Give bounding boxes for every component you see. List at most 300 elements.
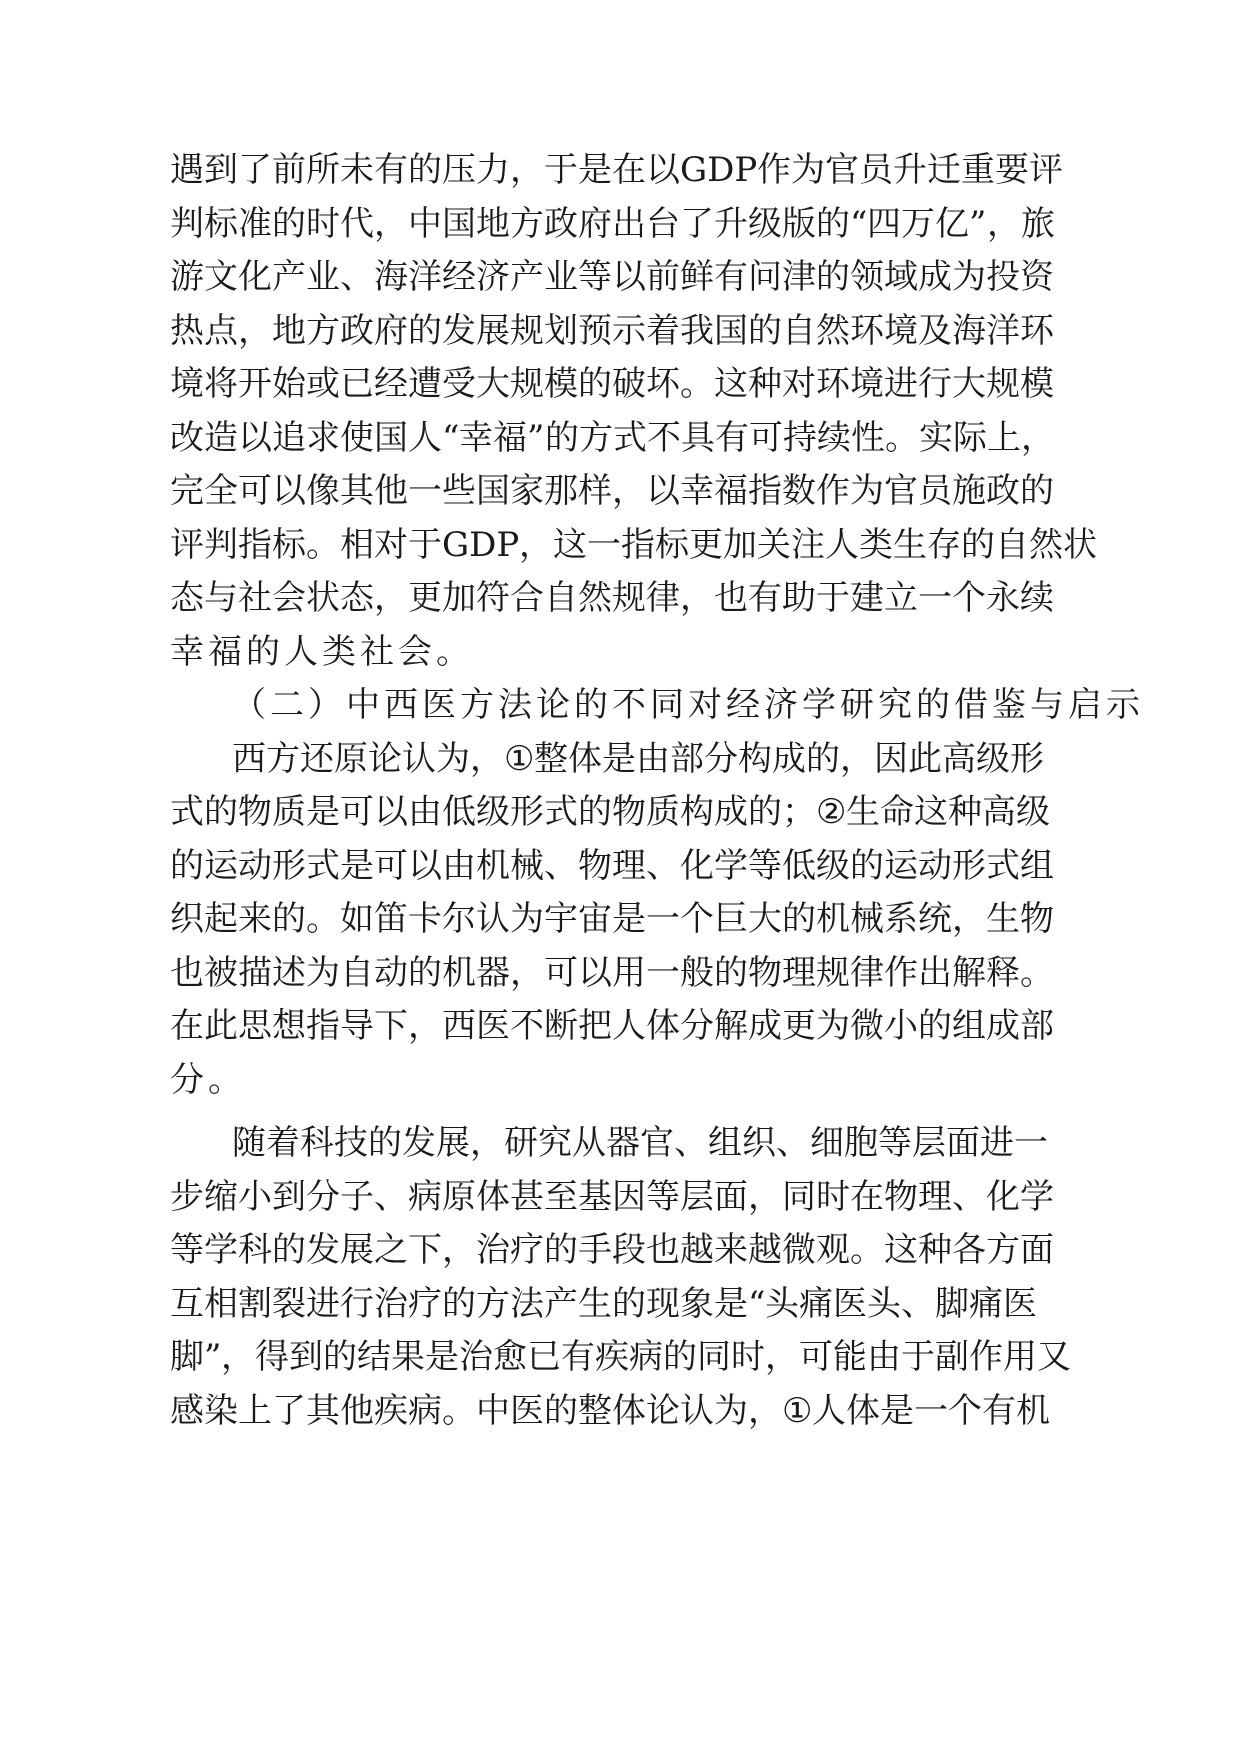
- text-glyph: 这: [553, 525, 587, 565]
- text-glyph: 持: [783, 418, 817, 458]
- text-glyph: GDP: [442, 525, 520, 565]
- text-glyph: 是: [340, 846, 374, 886]
- text-glyph: 示: [1106, 685, 1140, 725]
- text-glyph: 等: [878, 1123, 912, 1163]
- text-glyph: 指: [621, 525, 655, 565]
- text-glyph: 规: [510, 364, 544, 404]
- text-glyph: 官: [884, 471, 918, 511]
- text-glyph: 着: [266, 1123, 300, 1163]
- text-glyph: 是: [306, 792, 340, 832]
- text-glyph: 宇: [544, 899, 578, 939]
- text-glyph: 完: [170, 471, 204, 511]
- text-glyph: 要: [995, 150, 1029, 190]
- text-glyph: 、: [646, 846, 680, 886]
- text-glyph: 升: [714, 204, 748, 244]
- text-glyph: 笛: [374, 899, 408, 939]
- text-glyph: 府: [578, 204, 612, 244]
- text-glyph: 准: [238, 204, 272, 244]
- text-glyph: 尔: [442, 899, 476, 939]
- text-glyph: 级: [816, 846, 850, 886]
- text-glyph: 像: [306, 471, 340, 511]
- text-glyph: 这: [914, 792, 948, 832]
- text-glyph: 体: [646, 1006, 680, 1046]
- text-glyph: 借: [954, 685, 988, 725]
- text-glyph: 其: [340, 471, 374, 511]
- text-glyph: 启: [1068, 685, 1102, 725]
- text-glyph: 也: [170, 953, 204, 993]
- text-glyph: 疗: [408, 1284, 442, 1324]
- text-line: [0, 943, 1241, 1003]
- text-glyph: 论: [536, 685, 570, 725]
- text-glyph: 符: [476, 578, 510, 618]
- text-glyph: 万: [901, 204, 935, 244]
- text-glyph: 下: [408, 1230, 442, 1270]
- text-glyph: 经: [726, 685, 760, 725]
- text-glyph: 又: [1037, 1337, 1071, 1377]
- text-glyph: 式: [986, 846, 1020, 886]
- text-glyph: ，: [748, 1177, 782, 1217]
- text-glyph: 与: [204, 578, 238, 618]
- text-glyph: 未: [340, 150, 374, 190]
- text-glyph: 坏: [646, 364, 680, 404]
- text-glyph: 因: [874, 739, 908, 779]
- text-glyph: 具: [681, 418, 715, 458]
- text-glyph: 由: [636, 739, 670, 779]
- text-glyph: 压: [442, 150, 476, 190]
- text-glyph: 步: [170, 1177, 204, 1217]
- text-glyph: 所: [306, 150, 340, 190]
- text-glyph: 的: [916, 685, 950, 725]
- text-glyph: 究: [538, 1123, 572, 1163]
- text-glyph: 裂: [272, 1284, 306, 1324]
- text-glyph: “: [442, 418, 460, 458]
- text-glyph: 医: [422, 685, 456, 725]
- text-glyph: 方: [306, 311, 340, 351]
- text-glyph: 标: [204, 204, 238, 244]
- text-glyph: 助: [782, 578, 816, 618]
- text-glyph: 究: [878, 685, 912, 725]
- text-glyph: 宙: [578, 899, 612, 939]
- text-glyph: 地: [272, 311, 306, 351]
- text-glyph: 有: [748, 578, 782, 618]
- text-glyph: 化: [986, 1177, 1020, 1217]
- text-glyph: 展: [436, 1123, 470, 1163]
- text-glyph: 进: [306, 1284, 340, 1324]
- text-glyph: 可: [340, 792, 374, 832]
- text-glyph: 面: [946, 1123, 980, 1163]
- text-glyph: 数: [782, 471, 816, 511]
- text-glyph: 政: [340, 311, 374, 351]
- text-glyph: 迁: [927, 150, 961, 190]
- text-glyph: 的: [663, 1337, 697, 1377]
- text-glyph: 求: [306, 418, 340, 458]
- text-glyph: 破: [612, 364, 646, 404]
- text-glyph: 不: [612, 685, 646, 725]
- text-glyph: 以: [612, 257, 646, 297]
- text-glyph: 式: [306, 846, 340, 886]
- text-glyph: 境: [850, 364, 884, 404]
- text-glyph: 一: [408, 471, 442, 511]
- text-glyph: 医: [833, 1284, 867, 1324]
- text-glyph: 形: [272, 846, 306, 886]
- text-line: [0, 1113, 1241, 1173]
- text-glyph: ，: [519, 525, 553, 565]
- text-glyph: 观: [816, 1230, 850, 1270]
- text-glyph: 会: [272, 578, 306, 618]
- text-glyph: 述: [272, 953, 306, 993]
- text-glyph: 机: [442, 953, 476, 993]
- text-glyph: 样: [578, 471, 612, 511]
- text-glyph: 进: [980, 1123, 1014, 1163]
- text-glyph: 级: [976, 739, 1010, 779]
- text-glyph: 头: [867, 1284, 901, 1324]
- text-glyph: 高: [942, 739, 976, 779]
- text-glyph: 可: [544, 953, 578, 993]
- text-glyph: 游: [170, 257, 204, 297]
- text-line: [0, 836, 1241, 896]
- text-glyph: 判: [204, 525, 238, 565]
- text-glyph: 着: [646, 311, 680, 351]
- text-glyph: 为: [816, 1006, 850, 1046]
- text-glyph: 法: [498, 685, 532, 725]
- text-glyph: 然: [578, 578, 612, 618]
- text-glyph: 结: [357, 1337, 391, 1377]
- text-glyph: 大: [476, 364, 510, 404]
- text-glyph: 对: [374, 525, 408, 565]
- text-glyph: 级: [1016, 792, 1050, 832]
- text-glyph: 成: [772, 739, 806, 779]
- text-glyph: 一: [918, 578, 952, 618]
- text-glyph: ”: [204, 1337, 222, 1377]
- text-glyph: 建: [850, 578, 884, 618]
- text-glyph: 形: [510, 792, 544, 832]
- text-glyph: 模: [544, 364, 578, 404]
- text-glyph: 种: [918, 1230, 952, 1270]
- text-glyph: 部: [670, 739, 704, 779]
- text-glyph: 更: [689, 525, 723, 565]
- text-line: [0, 194, 1241, 254]
- text-line: [0, 622, 1241, 682]
- text-glyph: 机: [1016, 1391, 1050, 1431]
- text-glyph: 为: [952, 257, 986, 297]
- text-glyph: 西: [442, 1006, 476, 1046]
- text-line: [0, 1167, 1241, 1227]
- text-glyph: 如: [340, 899, 374, 939]
- text-glyph: 级: [476, 792, 510, 832]
- text-glyph: 有: [561, 1337, 595, 1377]
- text-glyph: 等: [170, 1230, 204, 1270]
- text-line: [0, 1220, 1241, 1280]
- text-line: [0, 408, 1241, 468]
- text-glyph: 物: [1020, 899, 1054, 939]
- text-glyph: 模: [1020, 364, 1054, 404]
- text-glyph: 。: [306, 525, 340, 565]
- text-glyph: 行: [340, 1284, 374, 1324]
- text-glyph: 组: [952, 1006, 986, 1046]
- text-glyph: 整: [578, 1391, 612, 1431]
- text-glyph: 规: [612, 578, 646, 618]
- text-glyph: 成: [714, 792, 748, 832]
- text-glyph: ”: [969, 204, 987, 244]
- text-glyph: 了: [680, 204, 714, 244]
- text-glyph: 以: [646, 471, 680, 511]
- text-glyph: 、: [544, 846, 578, 886]
- text-glyph: 时: [306, 204, 340, 244]
- text-glyph: 也: [714, 578, 748, 618]
- text-glyph: 还: [300, 739, 334, 779]
- text-line: [0, 140, 1241, 200]
- text-glyph: 上: [238, 1391, 272, 1431]
- text-glyph: 动: [374, 953, 408, 993]
- text-glyph: 西: [232, 739, 266, 779]
- text-glyph: 学: [204, 1230, 238, 1270]
- text-glyph: 已: [340, 364, 374, 404]
- text-glyph: 在: [170, 1006, 204, 1046]
- text-glyph: 海: [952, 311, 986, 351]
- text-glyph: 行: [918, 364, 952, 404]
- text-glyph: 的: [170, 846, 204, 886]
- text-glyph: 的: [544, 1230, 578, 1270]
- text-glyph: ）: [308, 685, 342, 725]
- text-glyph: 版: [782, 204, 816, 244]
- text-glyph: 时: [731, 1337, 765, 1377]
- text-glyph: 理: [612, 846, 646, 886]
- text-glyph: 府: [374, 311, 408, 351]
- text-glyph: 在: [612, 150, 646, 190]
- text-glyph: 的: [748, 792, 782, 832]
- text-glyph: 统: [918, 899, 952, 939]
- text-glyph: 展: [476, 311, 510, 351]
- text-glyph: 想: [272, 1006, 306, 1046]
- text-glyph: 治: [476, 1230, 510, 1270]
- text-line: [0, 515, 1241, 575]
- text-glyph: 出: [918, 953, 952, 993]
- text-glyph: 进: [884, 364, 918, 404]
- text-glyph: 副: [935, 1337, 969, 1377]
- text-glyph: 面: [714, 1177, 748, 1217]
- text-glyph: 的: [545, 418, 579, 458]
- text-glyph: 是: [425, 1337, 459, 1377]
- text-glyph: 类: [322, 632, 356, 672]
- text-glyph: 胞: [844, 1123, 878, 1163]
- text-glyph: 。: [306, 899, 340, 939]
- text-glyph: 标: [272, 525, 306, 565]
- text-glyph: 机: [816, 899, 850, 939]
- text-glyph: 解: [952, 953, 986, 993]
- text-glyph: ，: [680, 578, 714, 618]
- text-glyph: 福: [493, 418, 527, 458]
- text-glyph: 方: [986, 1230, 1020, 1270]
- text-glyph: 病: [408, 1391, 442, 1431]
- text-glyph: 运: [204, 846, 238, 886]
- text-glyph: 以: [374, 792, 408, 832]
- text-glyph: 现: [646, 1284, 680, 1324]
- text-glyph: 洋: [986, 311, 1020, 351]
- text-glyph: 物: [748, 953, 782, 993]
- text-glyph: 的: [816, 257, 850, 297]
- text-glyph: 是: [880, 1391, 914, 1431]
- text-glyph: 。: [442, 1391, 476, 1431]
- text-glyph: 使: [340, 418, 374, 458]
- text-glyph: 有: [374, 150, 408, 190]
- text-glyph: 段: [612, 1230, 646, 1270]
- text-glyph: 能: [833, 1337, 867, 1377]
- text-glyph: 种: [748, 364, 782, 404]
- text-glyph: 面: [1020, 1230, 1054, 1270]
- text-glyph: 基: [578, 1177, 612, 1217]
- text-glyph: 疾: [595, 1337, 629, 1377]
- text-glyph: 大: [952, 364, 986, 404]
- text-glyph: 将: [204, 364, 238, 404]
- text-glyph: 科: [300, 1123, 334, 1163]
- text-glyph: 细: [810, 1123, 844, 1163]
- text-glyph: 病: [408, 1177, 442, 1217]
- text-glyph: 下: [374, 1006, 408, 1046]
- text-glyph: 了: [272, 1391, 306, 1431]
- text-glyph: 式: [613, 418, 647, 458]
- text-glyph: 续: [817, 418, 851, 458]
- text-glyph: 性: [851, 418, 885, 458]
- text-glyph: 员: [859, 150, 893, 190]
- text-glyph: 的: [918, 1006, 952, 1046]
- text-glyph: 问: [748, 257, 782, 297]
- text-glyph: 官: [640, 1123, 674, 1163]
- text-glyph: 物: [612, 792, 646, 832]
- text-glyph: 种: [948, 792, 982, 832]
- text-glyph: 物: [238, 792, 272, 832]
- text-glyph: 领: [850, 257, 884, 297]
- text-glyph: 与: [1030, 685, 1064, 725]
- text-glyph: 的: [272, 204, 306, 244]
- text-glyph: 是: [612, 899, 646, 939]
- text-glyph: 高: [982, 792, 1016, 832]
- text-glyph: 等: [646, 1177, 680, 1217]
- text-glyph: 会: [398, 632, 432, 672]
- text-glyph: 、: [374, 1177, 408, 1217]
- text-glyph: 织: [170, 899, 204, 939]
- text-glyph: “: [748, 1284, 766, 1324]
- text-glyph: 作: [757, 150, 791, 190]
- text-glyph: ；: [782, 792, 816, 832]
- text-glyph: 原: [442, 1177, 476, 1217]
- text-glyph: 济: [764, 685, 798, 725]
- text-glyph: 二: [270, 685, 304, 725]
- text-glyph: ”: [527, 418, 545, 458]
- text-glyph: 评: [170, 525, 204, 565]
- text-glyph: 的: [806, 739, 840, 779]
- text-glyph: 形: [952, 846, 986, 886]
- text-glyph: 资: [1020, 257, 1054, 297]
- text-glyph: 状: [306, 578, 340, 618]
- text-glyph: 国: [374, 418, 408, 458]
- text-glyph: 域: [884, 257, 918, 297]
- text-glyph: 境: [170, 364, 204, 404]
- text-line: [0, 729, 1241, 789]
- text-glyph: 然: [816, 311, 850, 351]
- text-glyph: 成: [986, 1006, 1020, 1046]
- text-glyph: 同: [650, 685, 684, 725]
- text-glyph: 洋: [408, 257, 442, 297]
- text-glyph: 或: [306, 364, 340, 404]
- text-glyph: 济: [476, 257, 510, 297]
- text-glyph: 的: [408, 150, 442, 190]
- text-glyph: 际: [953, 418, 987, 458]
- text-glyph: ②: [816, 792, 847, 832]
- text-glyph: 于: [901, 1337, 935, 1377]
- text-glyph: 起: [204, 899, 238, 939]
- text-glyph: 以: [578, 953, 612, 993]
- text-glyph: 作: [969, 1337, 1003, 1377]
- text-glyph: 点: [204, 311, 238, 351]
- text-glyph: 是: [578, 150, 612, 190]
- text-glyph: 产: [510, 257, 544, 297]
- text-glyph: 甚: [510, 1177, 544, 1217]
- text-glyph: 社: [238, 578, 272, 618]
- text-glyph: 一: [587, 525, 621, 565]
- text-glyph: 到: [289, 1337, 323, 1377]
- text-glyph: 械: [510, 846, 544, 886]
- text-glyph: 层: [912, 1123, 946, 1163]
- text-glyph: 律: [646, 578, 680, 618]
- text-glyph: 。: [885, 418, 919, 458]
- text-glyph: ，: [238, 311, 272, 351]
- text-glyph: 了: [238, 150, 272, 190]
- text-glyph: 把: [578, 1006, 612, 1046]
- text-glyph: 可: [749, 418, 783, 458]
- text-glyph: 的: [204, 792, 238, 832]
- text-glyph: 此: [908, 739, 942, 779]
- text-glyph: 对: [688, 685, 722, 725]
- text-glyph: 以: [272, 471, 306, 511]
- text-glyph: 态: [340, 578, 374, 618]
- text-glyph: 体: [612, 1391, 646, 1431]
- text-glyph: 分: [306, 1177, 340, 1217]
- text-glyph: 始: [272, 364, 306, 404]
- text-glyph: 层: [680, 1177, 714, 1217]
- text-glyph: 生: [893, 525, 927, 565]
- text-glyph: 理: [782, 953, 816, 993]
- text-glyph: 出: [612, 204, 646, 244]
- text-glyph: 家: [510, 471, 544, 511]
- text-glyph: 一: [914, 1391, 948, 1431]
- text-glyph: 也: [646, 1230, 680, 1270]
- text-glyph: 此: [204, 1006, 238, 1046]
- text-glyph: 自: [782, 311, 816, 351]
- text-glyph: 发: [306, 1230, 340, 1270]
- text-glyph: 成: [918, 257, 952, 297]
- text-glyph: 手: [578, 1230, 612, 1270]
- text-glyph: 为: [791, 150, 825, 190]
- text-glyph: 低: [782, 846, 816, 886]
- text-glyph: 的: [442, 1284, 476, 1324]
- text-glyph: 用: [612, 953, 646, 993]
- text-glyph: 产: [544, 1284, 578, 1324]
- text-glyph: 业: [306, 257, 340, 297]
- text-glyph: 追: [272, 418, 306, 458]
- text-glyph: 时: [816, 1177, 850, 1217]
- text-glyph: 幸: [459, 418, 493, 458]
- text-glyph: 指: [306, 1006, 340, 1046]
- text-glyph: 系: [884, 899, 918, 939]
- text-glyph: 。: [680, 364, 714, 404]
- text-glyph: 导: [340, 1006, 374, 1046]
- text-glyph: 医: [510, 1391, 544, 1431]
- text-glyph: 释: [986, 953, 1020, 993]
- text-glyph: 于: [544, 150, 578, 190]
- text-glyph: 判: [170, 204, 204, 244]
- text-glyph: 用: [1003, 1337, 1037, 1377]
- text-glyph: 预: [578, 311, 612, 351]
